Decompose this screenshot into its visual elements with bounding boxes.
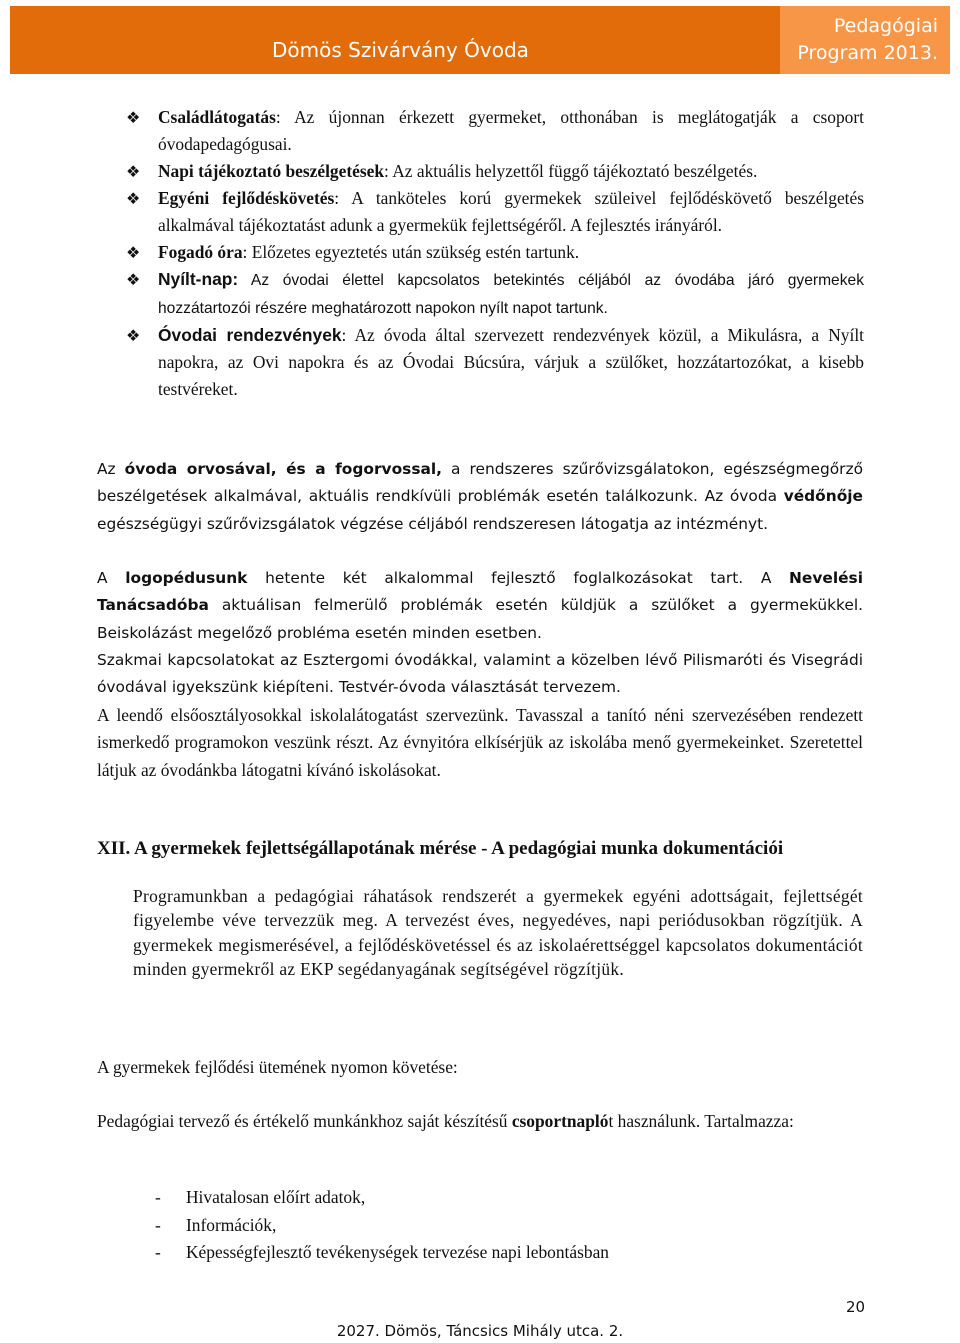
bold-run: védőnője <box>783 487 863 506</box>
bold-run: csoportnapló <box>511 1111 609 1131</box>
bold-run: óvoda orvosával, és a fogorvossal, <box>124 460 442 478</box>
contact-forms-list <box>126 104 864 403</box>
bold-run: Nevelési Tanácsadóba <box>97 569 863 615</box>
list-item-text: Hivatalosan előírt adatok, <box>186 1187 366 1207</box>
list-item-term: Egyéni fejlődéskövetés <box>158 188 335 208</box>
diamond-bullet-icon: ❖ <box>126 108 141 127</box>
page-header <box>10 6 950 74</box>
text-run: hetente két alkalommal fejlesztő foglalkozásokat tart. A <box>247 569 790 587</box>
bold-run: logopédusunk <box>125 569 248 587</box>
list-item <box>126 239 864 266</box>
list-item-text: Az óvodai élettel kapcsolatos betekintés céljából az óvodába járó gyermekek hozzátartozói részére meghatározott napokon nyílt napot tartunk. <box>158 272 864 317</box>
text-run: t használunk. Tartalmazza: <box>608 1111 794 1131</box>
list-item <box>126 158 864 185</box>
list-item <box>126 185 864 239</box>
paragraph-program: Programunkban a pedagógiai ráhatások rendszerét a gyermekek egyéni adottságait, fejlettségét figyelembe véve tervezzük meg. A tervezést éves, negyedéves, napi periódusokban rögzítjük. A gyermekek megismerésével, a fejlődéskövetéssel és az iskolaérettséggel kapcsolatos dokumentációt minden gyermekről az EKP segédanyagának segítségével rögzítjük. <box>133 886 863 979</box>
list-item-text: Képességfejlesztő tevékenységek tervezése napi lebontásban <box>186 1242 609 1263</box>
list-item <box>155 1184 609 1212</box>
list-item-term: Nyílt-nap: <box>158 269 239 289</box>
list-item <box>126 104 864 158</box>
text-run: Az <box>97 460 125 478</box>
list-item <box>126 322 864 403</box>
header-school-bar <box>10 6 780 74</box>
list-item-term: Családlátogatás <box>158 107 276 127</box>
list-item <box>155 1212 609 1240</box>
dash-marker: - <box>155 1187 161 1207</box>
diamond-bullet-icon: ❖ <box>126 326 141 345</box>
diamond-bullet-icon: ❖ <box>126 243 141 262</box>
list-item <box>155 1239 609 1267</box>
header-school-name: Dömös Szivárvány Óvoda <box>272 38 529 62</box>
contents-list <box>155 1184 609 1267</box>
paragraph-logopedus <box>97 565 863 647</box>
diamond-bullet-icon: ❖ <box>126 162 141 181</box>
list-item-term: Óvodai rendezvények <box>158 325 342 345</box>
paragraph-doctor <box>97 456 863 538</box>
list-item-text: : Az óvoda által szervezett rendezvények közül, a Mikulásra, a Nyílt napokra, az Ovi napokra és az Óvodai Búcsúra, várjuk a szülőket, hozzátartozókat, a kisebb testvéreket. <box>158 325 864 399</box>
text-run: Pedagógiai tervező és értékelő munkánkhoz saját készítésű <box>97 1111 512 1131</box>
header-title-line1: Pedagógiai <box>833 15 938 37</box>
text-run: a rendszeres szűrővizsgálatokon, egészségmegőrző beszélgetések alkalmával, aktuális rendkívüli problémák esetén találkozunk. Az óvoda <box>97 460 864 506</box>
list-item-text: : Az aktuális helyzettől függő tájékoztató beszélgetés. <box>384 161 758 181</box>
dash-marker: - <box>155 1214 161 1235</box>
paragraph-iskola: A leendő elsőosztályosokkal iskolalátogatást szervezünk. Tavasszal a tanító néni szervezésében rendezett ismerkedő programokon veszünk részt. Az évnyitóra elkísérjük az iskolába menő gyermekeinket. Szeretettel látjuk az óvodánkba látogatni kívánó iskolásokat. <box>97 705 863 780</box>
dash-marker: - <box>155 1242 161 1263</box>
text-run: egészségügyi szűrővizsgálatok végzése céljából rendszeresen látogatja az intézményt. <box>97 514 769 533</box>
section-heading: XII. A gyermekek fejlettségállapotának mérése - A pedagógiai munka dokumentációi <box>97 838 784 859</box>
diamond-bullet-icon: ❖ <box>126 189 141 208</box>
header-title-box <box>780 6 950 74</box>
paragraph-follow: A gyermekek fejlődési ütemének nyomon követése: <box>97 1057 458 1077</box>
list-item-text: : A tanköteles korú gyermekek szüleivel fejlődéskövető beszélgetés alkalmával tájékoztatást adunk a gyermekük fejlettségéről. A fejlesztés irányáról. <box>158 188 864 235</box>
list-item-text: : Előzetes egyeztetés után szükség estén tartunk. <box>242 242 580 262</box>
list-item <box>126 266 864 322</box>
header-title-line2: Program 2013. <box>797 42 938 64</box>
list-item-text: Információk, <box>186 1214 277 1235</box>
text-run: A <box>97 569 126 587</box>
paragraph-pedagogiai <box>97 1108 863 1135</box>
list-item-term: Napi tájékoztató beszélgetések <box>158 161 385 181</box>
diamond-bullet-icon: ❖ <box>126 270 141 289</box>
paragraph-szakmai: Szakmai kapcsolatokat az Esztergomi óvodákkal, valamint a közelben lévő Pilismaróti és Visegrádi óvodával igyekszünk kiépíteni. Testvér-óvoda választását tervezem. <box>97 651 863 697</box>
text-run: aktuálisan felmerülő problémák esetén küldjük a szülőket a gyermekükkel. Beiskolázást megelőző probléma esetén minden esetben. <box>97 596 863 642</box>
list-item-term: Fogadó óra <box>158 242 243 262</box>
page-footer: 2027. Dömös, Táncsics Mihály utca. 2. <box>336 1322 624 1340</box>
page-number: 20 <box>846 1298 866 1316</box>
list-item-text: : Az újonnan érkezett gyermeket, otthonában is meglátogatják a csoport óvodapedagógusai. <box>158 107 864 154</box>
